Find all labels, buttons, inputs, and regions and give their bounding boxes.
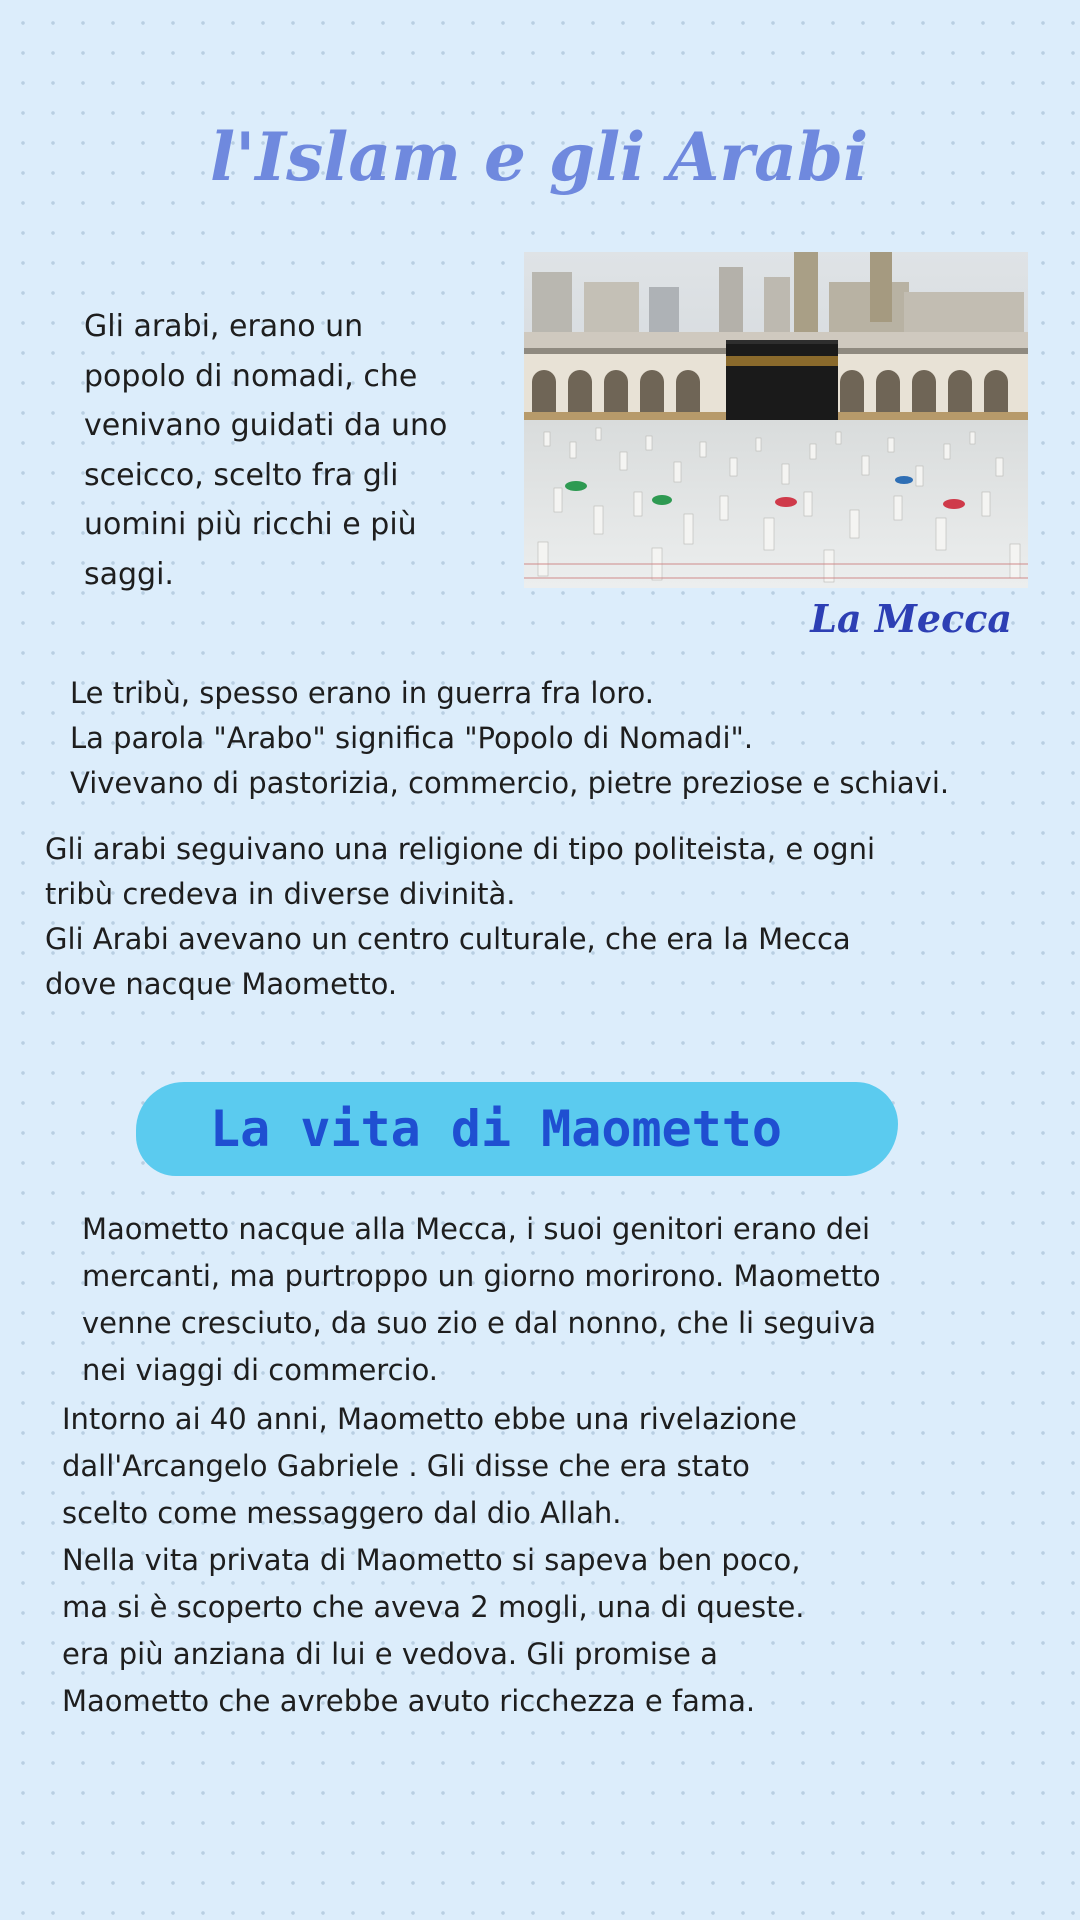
religion-paragraph bbox=[45, 827, 875, 1007]
life-line: Maometto che avrebbe avuto ricchezza e fama. bbox=[62, 1684, 756, 1718]
life-line: era più anziana di lui e vedova. Gli promise a bbox=[62, 1637, 718, 1671]
intro-line: uomini più ricchi e più bbox=[84, 507, 417, 542]
tribes-line: Vivevano di pastorizia, commercio, pietre preziose e schiavi. bbox=[70, 766, 950, 800]
religion-line: tribù credeva in diverse divinità. bbox=[45, 877, 516, 911]
life-line: Maometto nacque alla Mecca, i suoi genitori erano dei bbox=[82, 1212, 871, 1246]
life-line: scelto come messaggero dal dio Allah. bbox=[62, 1496, 622, 1530]
life-line: Intorno ai 40 anni, Maometto ebbe una rivelazione bbox=[62, 1402, 797, 1436]
life-line: mercanti, ma purtroppo un giorno morirono. Maometto bbox=[82, 1259, 881, 1293]
tribes-line: La parola "Arabo" significa "Popolo di Nomadi". bbox=[70, 721, 754, 755]
religion-line: Gli Arabi avevano un centro culturale, che era la Mecca bbox=[45, 922, 851, 956]
life-paragraph-1 bbox=[82, 1206, 881, 1394]
life-line: venne cresciuto, da suo zio e dal nonno, che li seguiva bbox=[82, 1306, 877, 1340]
mecca-photo bbox=[524, 252, 1028, 588]
intro-line: saggi. bbox=[84, 556, 174, 592]
life-line: Nella vita privata di Maometto si sapeva ben poco, bbox=[62, 1543, 801, 1577]
tribes-paragraph bbox=[70, 671, 949, 806]
intro-paragraph bbox=[84, 302, 447, 599]
section-title: La vita di Maometto bbox=[210, 1100, 782, 1158]
religion-line: dove nacque Maometto. bbox=[45, 967, 398, 1001]
religion-line: Gli arabi seguivano una religione di tipo politeista, e ogni bbox=[45, 832, 876, 866]
intro-line: popolo di nomadi, che bbox=[84, 358, 418, 394]
life-line: dall'Arcangelo Gabriele . Gli disse che era stato bbox=[62, 1449, 750, 1483]
life-paragraph-2 bbox=[62, 1396, 805, 1725]
intro-line: Gli arabi, erano un bbox=[84, 309, 364, 344]
life-line: nei viaggi di commercio. bbox=[82, 1353, 439, 1387]
intro-line: venivano guidati da uno bbox=[84, 408, 448, 443]
intro-line: sceicco, scelto fra gli bbox=[84, 457, 399, 493]
photo-caption: La Mecca bbox=[810, 596, 1012, 641]
life-line: ma si è scoperto che aveva 2 mogli, una di queste. bbox=[62, 1590, 805, 1624]
page-title: l'Islam e gli Arabi bbox=[210, 118, 869, 196]
tribes-line: Le tribù, spesso erano in guerra fra loro. bbox=[70, 676, 654, 710]
